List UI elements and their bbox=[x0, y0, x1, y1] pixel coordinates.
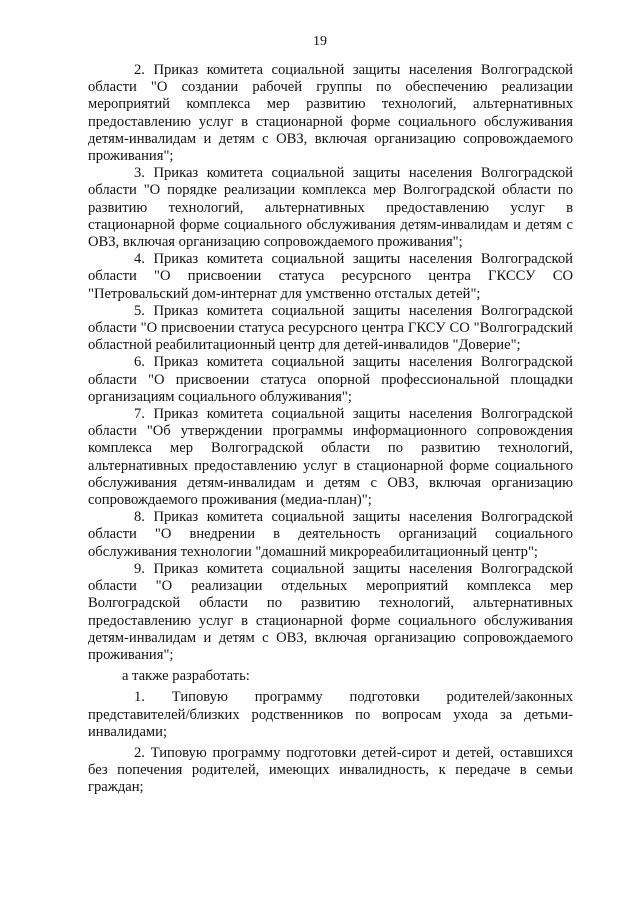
page-number: 19 bbox=[313, 34, 327, 49]
order-item-9: 9. Приказ комитета социальной защиты населения Волгоградской области "О реализации отдельных мероприятий комплекса мер Волгоградской области по развитию технологий, альтернативных предоставлению услуг в стационарной форме социального обслуживания детям-инвалидам и детям с ОВЗ, включая организацию сопровождаемого проживания"; bbox=[88, 560, 573, 663]
order-item-8: 8. Приказ комитета социальной защиты населения Волгоградской области "О внедрении в деятельность организаций социального обслуживания технологии "домашний микрореабилитационный центр"; bbox=[88, 509, 573, 560]
order-item-7: 7. Приказ комитета социальной защиты населения Волгоградской области "Об утверждении программы информационного сопровождения комплекса мер Волгоградской области по развитию технологий, альтернативных предоставлению услуг в стационарной форме социального обслуживания детям-инвалидам и детям с ОВЗ, включая организацию сопровождаемого проживания (медиа-план)"; bbox=[88, 406, 573, 509]
also-develop-heading: а также разработать: bbox=[122, 668, 250, 685]
develop-item-2: 2. Типовую программу подготовки детей-сирот и детей, оставшихся без попечения родителей, имеющих инвалидность, к передаче в семьи граждан; bbox=[88, 744, 573, 796]
order-item-5: 5. Приказ комитета социальной защиты населения Волгоградской области "О присвоении статуса ресурсного центра ГКСУ СО "Волгоградский областной реабилитационный центр для детей-инвалидов "Доверие"; bbox=[88, 302, 573, 354]
order-item-6: 6. Приказ комитета социальной защиты населения Волгоградской области "О присвоении статуса опорной профессиональной площадки организациям социального облуживания"; bbox=[88, 354, 573, 405]
order-item-4: 4. Приказ комитета социальной защиты населения Волгоградской области "О присвоении статуса ресурсного центра ГКССУ СО "Петровальский дом-интернат для умственно отсталых детей"; bbox=[88, 251, 573, 302]
develop-item-1: 1. Типовую программу подготовки родителей/законных представителей/близких родственников по вопросам ухода за детьми-инвалидами; bbox=[88, 689, 573, 740]
document-body bbox=[88, 62, 573, 797]
order-item-2: 2. Приказ комитета социальной защиты населения Волгоградской области "О создании рабочей группы по обеспечению реализации мероприятий комплекса мер развитию технологий, альтернативных предоставлению услуг в стационарной форме социального обслуживания детям-инвалидам и детям с ОВЗ, включая организацию сопровождаемого проживания"; bbox=[88, 62, 573, 165]
order-item-3: 3. Приказ комитета социальной защиты населения Волгоградской области "О порядке реализации комплекса мер Волгоградской области по развитию технологий, альтернативных предоставлению услуг в стационарной форме социального обслуживания детям-инвалидам и детям с ОВЗ, включая организацию сопровождаемого проживания"; bbox=[88, 165, 573, 251]
